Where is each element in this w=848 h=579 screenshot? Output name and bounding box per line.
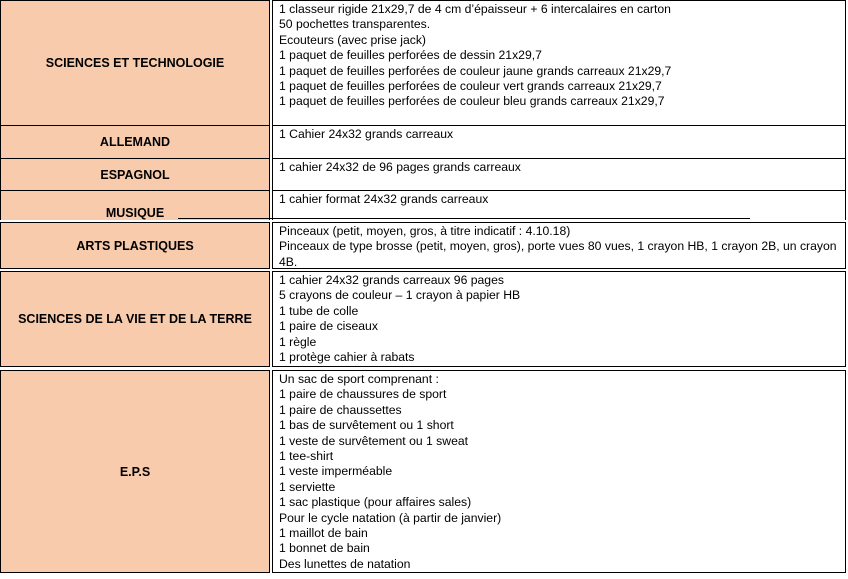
supply-list — [272, 158, 846, 191]
subject-label: SCIENCES ET TECHNOLOGIE — [0, 0, 270, 126]
supply-list — [272, 222, 846, 269]
list-item: 1 paquet de feuilles perforées de couleur bleu grands carreaux 21x29,7 — [279, 94, 665, 109]
list-item: 1 paquet de feuilles perforées de couleur jaune grands carreaux 21x29,7 — [279, 63, 672, 78]
list-item: 1 veste imperméable — [279, 464, 393, 479]
list-item: 1 paquet de feuilles perforées de dessin 21x29,7 — [279, 48, 542, 63]
list-item: 1 cahier 24x32 grands carreaux 96 pages — [279, 273, 504, 287]
list-item: 1 Cahier 24x32 grands carreaux — [279, 127, 454, 141]
list-item: 1 paire de ciseaux — [279, 319, 378, 334]
list-item: 1 bas de survêtement ou 1 short — [279, 418, 454, 433]
list-item: 1 paire de chaussures de sport — [279, 387, 447, 402]
list-item: 1 cahier 24x32 de 96 pages grands carreaux — [279, 160, 521, 174]
subject-label: MUSIQUE — [0, 190, 270, 220]
list-item: 5 crayons de couleur – 1 crayon à papier HB — [279, 288, 521, 303]
list-item: Ecouteurs (avec prise jack) — [279, 32, 426, 47]
supply-list — [272, 271, 846, 367]
subject-label: SCIENCES DE LA VIE ET DE LA TERRE — [0, 271, 270, 367]
subject-label: ALLEMAND — [0, 125, 270, 159]
row-arts-plastiques — [0, 222, 846, 269]
divider — [178, 218, 750, 219]
list-item: 1 paire de chaussettes — [279, 402, 402, 417]
list-item: 1 tube de colle — [279, 303, 359, 318]
list-item: 50 pochettes transparentes. — [279, 17, 431, 32]
list-item: 1 serviette — [279, 479, 336, 494]
list-item: 1 protège cahier à rabats — [279, 350, 415, 365]
subject-label: E.P.S — [0, 370, 270, 573]
supply-list — [272, 190, 846, 220]
list-item: 1 tee-shirt — [279, 449, 334, 464]
row-musique — [0, 190, 846, 220]
supply-list — [272, 370, 846, 573]
list-item: 1 règle — [279, 334, 317, 349]
list-item: 1 veste de survêtement ou 1 sweat — [279, 433, 469, 448]
list-item: Pinceaux (petit, moyen, gros, à titre indicatif : 4.10.18) — [279, 224, 571, 238]
list-item: Pour le cycle natation (à partir de janvier) — [279, 510, 502, 525]
row-eps — [0, 370, 846, 573]
row-svt — [0, 271, 846, 367]
row-sciences-technologie — [0, 0, 846, 126]
subject-label: ESPAGNOL — [0, 158, 270, 191]
list-item: 1 maillot de bain — [279, 526, 368, 541]
list-item: 1 cahier format 24x32 grands carreaux — [279, 192, 489, 206]
list-item: Des lunettes de natation — [279, 556, 411, 571]
list-item: 1 paquet de feuilles perforées de couleur vert grands carreaux 21x29,7 — [279, 79, 662, 94]
supply-list — [272, 125, 846, 159]
list-item: 1 sac plastique (pour affaires sales) — [279, 495, 472, 510]
row-allemand — [0, 125, 846, 159]
list-item: Pinceaux de type brosse (petit, moyen, gros), porte vues 80 vues, 1 crayon HB, 1 crayon 2B, un crayon 4B. — [279, 239, 837, 269]
list-item: 1 classeur rigide 21x29,7 de 4 cm d’épaisseur + 6 intercalaires en carton — [279, 2, 671, 16]
row-espagnol — [0, 158, 846, 191]
subject-label: ARTS PLASTIQUES — [0, 222, 270, 269]
list-item: 1 bonnet de bain — [279, 541, 370, 556]
supply-list — [272, 0, 846, 126]
list-item: Un sac de sport comprenant : — [279, 372, 439, 386]
